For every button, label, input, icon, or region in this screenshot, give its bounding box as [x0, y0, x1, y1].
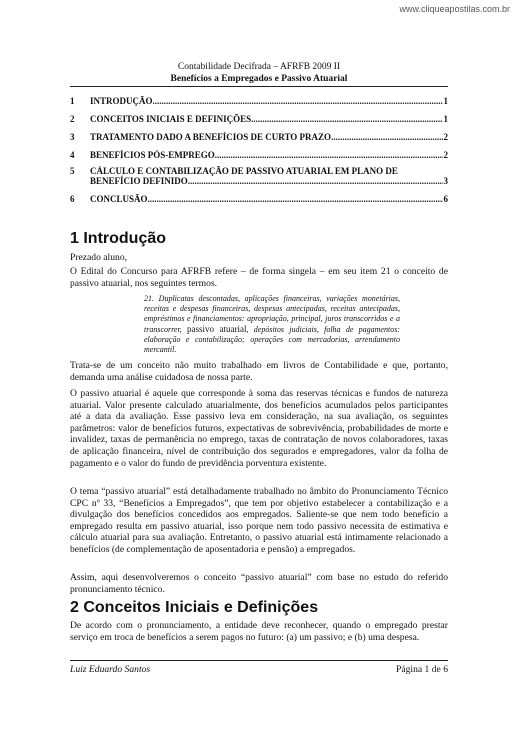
- quote-text: 21. Duplicatas descontadas, aplicações financeiras, variações monetárias, receitas e despesas financeiras, despesas antecipadas, receitas antecipadas, empréstimos e financiamentos: apropriação, principal, juros transcorridos e a transcorrer,: [144, 294, 400, 334]
- toc-number: 5: [70, 166, 75, 176]
- toc-page: 6: [443, 194, 448, 204]
- salutation: Prezado aluno,: [70, 252, 128, 263]
- toc-label: CONCEITOS INICIAIS E DEFINIÇÕES: [90, 114, 252, 124]
- intro-paragraph: O Edital do Concurso para AFRFB refere – de forma singela – em seu item 21 o conceito de passivo atuarial, nos seguintes termos.: [70, 266, 448, 289]
- toc-page: 2: [443, 150, 448, 160]
- toc-page: 1: [443, 114, 448, 124]
- paragraph: Trata-se de um conceito não muito trabalhado em livros de Contabilidade e que, portanto, demanda uma análise cuidadosa de nossa parte.: [70, 360, 448, 383]
- toc-entry[interactable]: [70, 96, 448, 106]
- toc-label: INTRODUÇÃO: [90, 96, 153, 106]
- paragraph: O tema “passivo atuarial” está detalhadamente trabalhado no âmbito do Pronunciamento Técnico CPC nº 33, “Benefícios a Empregados”, que tem por objetivo estabelecer a contabilização e a divulgação dos benefícios concedidos aos empregados. Saliente-se que nem todo benefício a empregado resulta em passivo atuarial, isso porque nem todo passivo necessita de estimativa e cálculo atuarial para sua avaliação. Entretanto, o passivo atuarial está intimamente relacionado a benefícios (de complementação de aposentadoria e pensão) a empregados.: [70, 486, 448, 555]
- toc-number: 2: [70, 114, 75, 124]
- page-number: Página 1 de 6: [396, 664, 448, 675]
- toc-label: CONCLUSÃO: [90, 194, 148, 204]
- toc-entry[interactable]: [70, 150, 448, 160]
- edital-quote: [144, 294, 400, 355]
- paragraph: O passivo atuarial é aquele que corresponde à soma das reservas técnicas e fundos de natureza atuarial. Valor presente calculado atuarialmente, dos benefícios acumulados pelos participantes até a data da avaliação. Esse passivo leva em consideração, na sua avaliação, os seguintes parâmetros: valor de benefícios futuros, expectativas de sobrevivência, probabilidades de morte e invalidez, taxas de permanência no emprego, taxas de contratação de novos colaboradores, taxas de aplicação financeira, nível de contribuição dos segurados e empregadores, valor da folha de pagamento e o valor do fundo de previdência porventura existente.: [70, 388, 448, 469]
- toc-entry[interactable]: [70, 166, 448, 186]
- header-title: Contabilidade Decifrada – AFRFB 2009 II: [177, 62, 341, 72]
- toc-leader: [251, 114, 442, 124]
- toc-entry[interactable]: [70, 194, 448, 204]
- toc-number: 4: [70, 150, 75, 160]
- toc-leader: [331, 132, 442, 142]
- document-footer: [70, 664, 448, 675]
- toc-number: 3: [70, 132, 75, 142]
- footer-rule: [70, 660, 448, 661]
- toc-leader: [153, 96, 443, 106]
- toc-label: BENEFÍCIOS PÓS-EMPREGO: [90, 150, 215, 160]
- header-subtitle: Benefícios a Empregados e Passivo Atuarial: [170, 73, 348, 84]
- document-header: [70, 62, 448, 85]
- quote-highlight: passivo atuarial: [186, 324, 247, 334]
- section-heading-introducao: 1 Introdução: [70, 230, 167, 247]
- toc-label: TRATAMENTO DADO A BENEFÍCIOS DE CURTO PRAZO: [90, 132, 332, 142]
- paragraph: Assim, aqui desenvolveremos o conceito “passivo atuarial” com base no estudo do referido pronunciamento técnico.: [70, 572, 448, 595]
- toc-number: 6: [70, 194, 75, 204]
- toc-entry[interactable]: [70, 114, 448, 124]
- toc-entry[interactable]: [70, 132, 448, 142]
- toc-leader: [215, 150, 443, 160]
- toc-number: 1: [70, 96, 75, 106]
- toc-leader: [148, 194, 443, 204]
- toc-page: 1: [443, 96, 448, 106]
- quote-text: , depósitos judiciais, folha de pagamentos: elaboração e contabilização; operações com mercadorias, arrendamento mercantil.: [144, 325, 400, 354]
- toc-page: 3: [443, 176, 448, 186]
- toc-label-continued: BENEFÍCIO DEFINIDO: [90, 176, 188, 186]
- author-name: Luiz Eduardo Santos: [70, 664, 151, 675]
- section-heading-conceitos: 2 Conceitos Iniciais e Definições: [70, 599, 319, 616]
- site-url[interactable]: www.cliqueapostilas.com.br: [399, 4, 510, 14]
- header-rule: [70, 86, 448, 87]
- toc-label: CÁLCULO E CONTABILIZAÇÃO DE PASSIVO ATUARIAL EM PLANO DE: [90, 166, 398, 176]
- toc-page: 2: [443, 132, 448, 142]
- paragraph: De acordo com o pronunciamento, a entidade deve reconhecer, quando o empregado prestar serviço em troca de benefícios a serem pagos no futuro: (a) um passivo; e (b) uma despesa.: [70, 620, 448, 643]
- toc-leader: [188, 176, 443, 186]
